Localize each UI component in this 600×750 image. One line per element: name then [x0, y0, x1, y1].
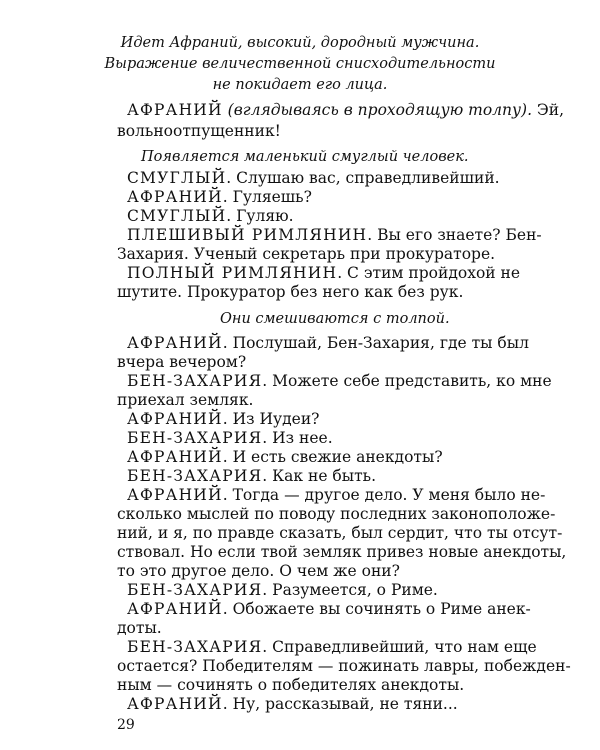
- speaker: АФРАНИЙ: [127, 410, 223, 428]
- dialogue-line: [127, 168, 500, 189]
- speaker: АФРАНИЙ: [127, 101, 223, 119]
- stage-direction: Они смешиваются с толпой.: [220, 311, 450, 327]
- speaker: АФРАНИЙ: [127, 600, 223, 618]
- dialogue-line: [127, 187, 489, 208]
- dialogue-text: Эй,: [532, 101, 565, 119]
- speaker: АФРАНИЙ: [127, 448, 223, 466]
- dialogue-text: . Из Иудеи?: [222, 410, 320, 428]
- inline-direction: (вглядываясь в проходящую толпу).: [227, 101, 532, 119]
- dialogue-text: . Как не быть.: [262, 467, 377, 485]
- dialogue-text: . Обожаете вы сочинять о Риме анек-: [222, 600, 531, 618]
- dialogue-text: . Ну, рассказывай, не тяни...: [222, 695, 458, 713]
- dialogue-line: остается? Победителям — пожинать лавры, побежден-: [117, 657, 571, 675]
- speaker: БЕН-ЗАХАРИЯ: [127, 581, 263, 599]
- dialogue-text: . С этим пройдохой не: [337, 264, 521, 282]
- speaker: БЕН-ЗАХАРИЯ: [127, 638, 263, 656]
- speaker: ПОЛНЫЙ РИМЛЯНИН: [127, 264, 338, 282]
- speaker: БЕН-ЗАХАРИЯ: [127, 372, 263, 390]
- dialogue-line: [127, 580, 489, 601]
- dialogue-text: . Разумеется, о Риме.: [262, 581, 438, 599]
- speaker: ПЛЕШИВЫЙ РИМЛЯНИН: [127, 226, 368, 244]
- dialogue-text: . Гуляешь?: [222, 188, 312, 206]
- dialogue-line: [127, 447, 489, 468]
- dialogue-line: приехал земляк.: [117, 391, 254, 409]
- speaker: АФРАНИЙ: [127, 486, 223, 504]
- dialogue-line: [127, 263, 521, 284]
- dialogue-text: . Справедливейший, что нам еще: [262, 638, 537, 656]
- stage-direction-line: Идет Афраний, высокий, дородный мужчина.: [120, 35, 480, 51]
- dialogue-line: шутите. Прокуратор без него как без рук.: [117, 283, 464, 301]
- dialogue-line: [127, 206, 489, 227]
- dialogue-line: [127, 694, 489, 715]
- dialogue-line: [127, 371, 552, 392]
- speaker: АФРАНИЙ: [127, 188, 223, 206]
- dialogue-line: вчера вечером?: [117, 353, 247, 371]
- dialogue-text: . Слушаю вас, справедливейший.: [226, 169, 500, 187]
- dialogue-line: [127, 466, 489, 487]
- dialogue-text: . Из нее.: [262, 429, 333, 447]
- dialogue-line: [127, 225, 542, 246]
- stage-direction-line: Выражение величественной снисходительности: [104, 56, 496, 72]
- dialogue-line: ний, и я, по правде сказать, был сердит, что ты отсут-: [117, 524, 563, 542]
- dialogue-line: [127, 100, 565, 121]
- page-number: 29: [117, 717, 135, 733]
- dialogue-line: [127, 485, 546, 506]
- dialogue-text: . Гуляю.: [226, 207, 294, 225]
- dialogue-line: вольноотпущенник!: [117, 122, 281, 140]
- dialogue-text: . И есть свежие анекдоты?: [222, 448, 443, 466]
- dialogue-line: [127, 599, 531, 620]
- dialogue-line: ным — сочинять о победителях анекдоты.: [117, 676, 465, 694]
- dialogue-line: сколько мыслей по поводу последних законоположе-: [117, 505, 556, 523]
- speaker: АФРАНИЙ: [127, 695, 223, 713]
- dialogue-line: ствовал. Но если твой земляк привез новые анекдоты,: [117, 543, 567, 561]
- dialogue-line: то это другое дело. О чем же они?: [117, 562, 400, 580]
- dialogue-line: [127, 637, 537, 658]
- speaker: БЕН-ЗАХАРИЯ: [127, 467, 263, 485]
- speaker: АФРАНИЙ: [127, 334, 223, 352]
- dialogue-line: [127, 333, 529, 354]
- dialogue-line: [127, 409, 489, 430]
- dialogue-text: . Тогда — другое дело. У меня было не-: [222, 486, 546, 504]
- stage-direction-line: не покидает его лица.: [212, 77, 388, 93]
- dialogue-text: . Послушай, Бен-Захария, где ты был: [222, 334, 529, 352]
- speaker: СМУГЛЫЙ: [127, 207, 227, 225]
- speaker: СМУГЛЫЙ: [127, 169, 227, 187]
- stage-direction: Появляется маленький смуглый человек.: [141, 149, 469, 165]
- dialogue-line: доты.: [117, 619, 162, 637]
- dialogue-line: [127, 428, 489, 449]
- dialogue-text: . Вы его знаете? Бен-: [367, 226, 542, 244]
- dialogue-line: Захария. Ученый секретарь при прокураторе.: [117, 245, 496, 263]
- speaker: БЕН-ЗАХАРИЯ: [127, 429, 263, 447]
- dialogue-text: . Можете себе представить, ко мне: [262, 372, 552, 390]
